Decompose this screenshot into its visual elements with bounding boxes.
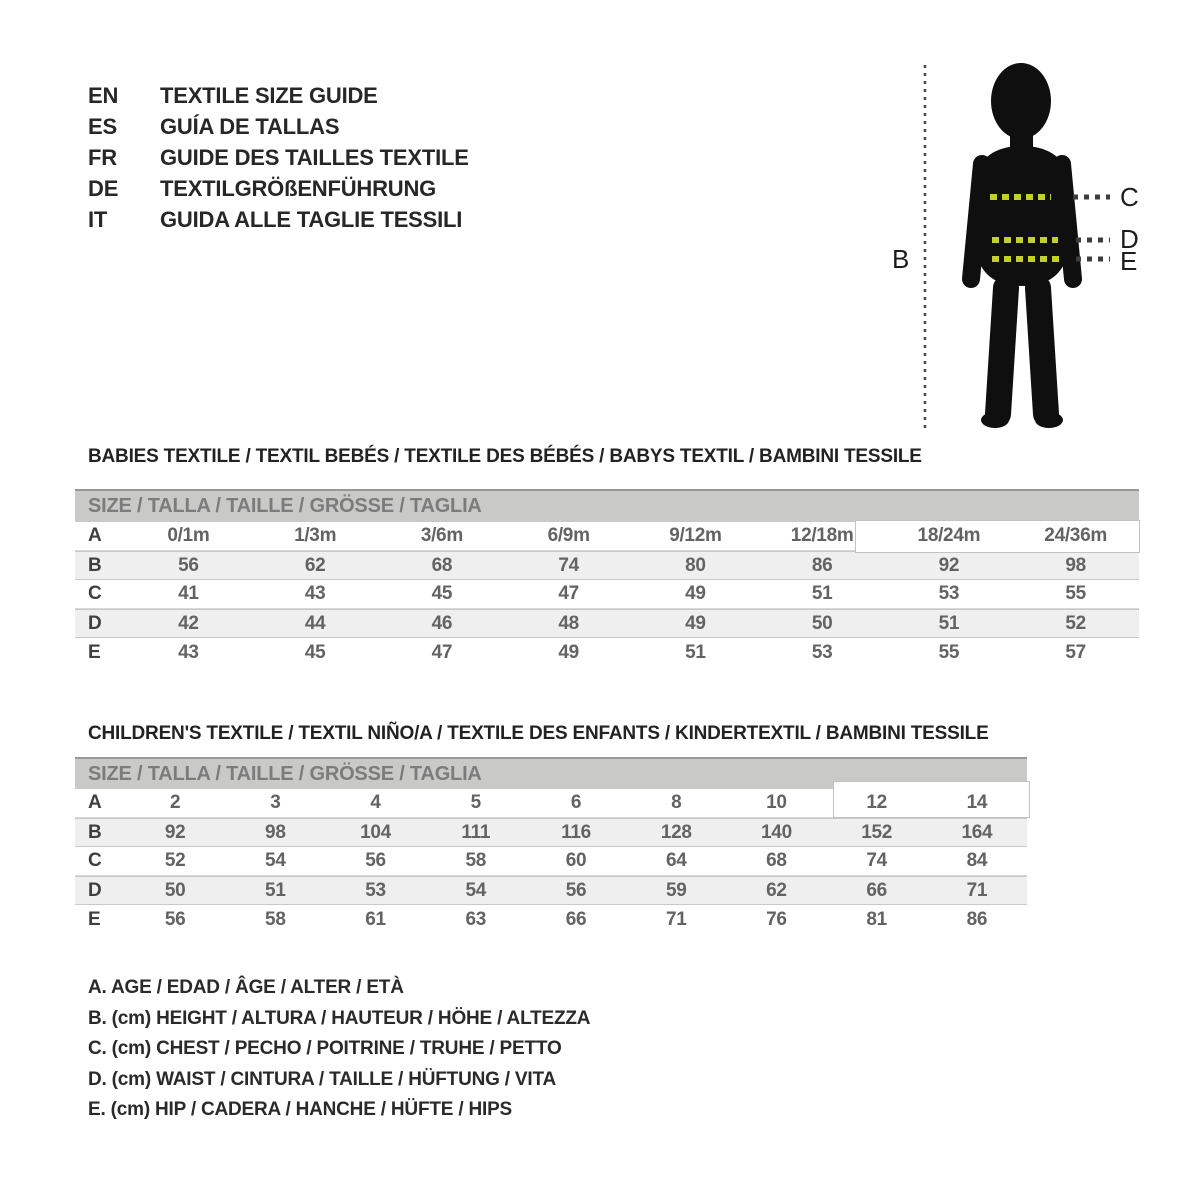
cell: 63	[465, 908, 487, 930]
children-section-heading: CHILDREN'S TEXTILE / TEXTIL NIÑO/A / TEXTILE DES ENFANTS / KINDERTEXTIL / BAMBINI TESSILE	[88, 723, 989, 744]
language-code: FR	[88, 144, 117, 170]
left-leg	[998, 288, 1006, 414]
cell: 64	[665, 850, 687, 871]
cell: 51	[938, 612, 960, 634]
child-silhouette-figure	[870, 48, 1170, 448]
cell: 116	[561, 821, 591, 843]
cell: 56	[365, 850, 386, 871]
row-label: A	[88, 525, 102, 546]
babies-row-B	[75, 551, 1139, 580]
cell: 140	[761, 821, 792, 843]
height-label: B	[892, 244, 910, 274]
cell: 54	[265, 850, 286, 871]
cell: 14	[966, 792, 988, 813]
cell: 66	[866, 879, 887, 901]
cell: 53	[365, 879, 386, 901]
cell: 6	[570, 792, 582, 813]
babies-row-C	[75, 580, 1139, 609]
row-label: C	[88, 583, 102, 604]
language-row	[88, 173, 469, 204]
cell: 68	[766, 850, 787, 871]
cell: 128	[660, 821, 692, 843]
cell: 54	[465, 879, 487, 901]
cell: 56	[178, 554, 199, 576]
cell: 58	[465, 850, 487, 871]
cell: 86	[966, 908, 988, 930]
cell: 44	[304, 612, 326, 634]
language-title: TEXTILGRÖßENFÜHRUNG	[160, 175, 437, 201]
cell: 1/3m	[294, 525, 337, 546]
child-silhouette	[971, 63, 1073, 428]
chest-label: C	[1120, 182, 1139, 212]
cell: 62	[304, 554, 326, 576]
hip-label: E	[1120, 246, 1138, 276]
right-arm	[1062, 164, 1073, 279]
language-code: IT	[88, 206, 108, 232]
row-label: C	[88, 850, 102, 871]
babies-row-D	[75, 609, 1139, 638]
cell: 5	[470, 792, 481, 813]
row-label: B	[88, 554, 102, 576]
language-row	[88, 142, 469, 173]
babies-row-A	[75, 522, 1139, 551]
cell: 24/36m	[1044, 525, 1107, 546]
cell: 50	[811, 612, 833, 634]
cell: 4	[370, 792, 381, 813]
language-row	[88, 204, 469, 235]
left-arm	[971, 164, 982, 279]
language-title: TEXTILE SIZE GUIDE	[160, 82, 378, 108]
language-row	[88, 80, 469, 111]
cell: 51	[265, 879, 286, 901]
language-code: DE	[88, 175, 119, 201]
cell: 50	[164, 879, 186, 901]
language-title: GUIDE DES TAILLES TEXTILE	[160, 144, 469, 170]
cell: 53	[938, 583, 960, 604]
right-foot	[1035, 412, 1063, 428]
cell: 66	[565, 908, 587, 930]
cell: 48	[558, 612, 579, 634]
children-row-E	[75, 905, 1027, 934]
legend-line: C. (cm) CHEST / PECHO / POITRINE / TRUHE / PETTO	[88, 1038, 562, 1060]
language-code: EN	[88, 82, 119, 108]
cell: 47	[558, 583, 579, 604]
cell: 6/9m	[547, 525, 590, 546]
cell: 53	[811, 641, 833, 663]
language-code: ES	[88, 113, 117, 139]
cell: 80	[685, 554, 706, 576]
row-label: E	[88, 641, 101, 663]
babies-row-E	[75, 638, 1139, 667]
cell: 55	[938, 641, 960, 663]
cell: 84	[966, 850, 988, 871]
cell: 49	[685, 612, 706, 634]
cell: 74	[866, 850, 887, 871]
cell: 3	[270, 792, 281, 813]
cell: 41	[178, 583, 199, 604]
cell: 57	[1065, 641, 1086, 663]
cell: 98	[265, 821, 286, 843]
children-size-header: SIZE / TALLA / TAILLE / GRÖSSE / TAGLIA	[75, 757, 1027, 789]
cell: 71	[966, 879, 988, 901]
cell: 52	[164, 850, 186, 871]
cell: 10	[766, 792, 787, 813]
cell: 45	[431, 583, 453, 604]
row-label: A	[88, 792, 102, 813]
cell: 71	[665, 908, 687, 930]
cell: 46	[431, 612, 453, 634]
cell: 164	[961, 821, 993, 843]
cell: 12/18m	[790, 525, 854, 546]
row-label: B	[88, 821, 102, 843]
cell: 58	[265, 908, 286, 930]
cell: 49	[685, 583, 706, 604]
legend-line: D. (cm) WAIST / CINTURA / TAILLE / HÜFTUNG / VITA	[88, 1068, 556, 1090]
cell: 45	[304, 641, 326, 663]
waist-label: D	[1120, 224, 1139, 254]
babies-section-heading: BABIES TEXTILE / TEXTIL BEBÉS / TEXTILE DES BÉBÉS / BABYS TEXTIL / BAMBINI TESSILE	[88, 446, 922, 467]
cell: 56	[164, 908, 186, 930]
cell: 56	[565, 879, 587, 901]
legend-line: E. (cm) HIP / CADERA / HANCHE / HÜFTE / HIPS	[88, 1099, 513, 1121]
babies-size-table	[75, 489, 1139, 667]
cell: 68	[431, 554, 453, 576]
left-foot	[981, 412, 1009, 428]
child-silhouette-svg	[870, 48, 1170, 448]
cell: 42	[178, 612, 199, 634]
cell: 43	[304, 583, 326, 604]
cell: 52	[1065, 612, 1086, 634]
language-row	[88, 111, 469, 142]
children-row-B	[75, 818, 1027, 847]
cell: 152	[861, 821, 893, 843]
children-row-D	[75, 876, 1027, 905]
babies-size-header: SIZE / TALLA / TAILLE / GRÖSSE / TAGLIA	[75, 489, 1139, 522]
cell: 76	[766, 908, 787, 930]
legend-line: A. AGE / EDAD / ÂGE / ALTER / ETÀ	[88, 977, 404, 999]
cell: 92	[164, 821, 186, 843]
children-row-C	[75, 847, 1027, 876]
cell: 47	[431, 641, 453, 663]
cell: 60	[565, 850, 587, 871]
cell: 104	[360, 821, 391, 843]
cell: 8	[671, 792, 682, 813]
cell: 18/24m	[917, 525, 981, 546]
cell: 55	[1065, 583, 1086, 604]
cell: 9/12m	[669, 525, 722, 546]
cell: 98	[1065, 554, 1086, 576]
cell: 111	[461, 821, 491, 843]
cell: 43	[178, 641, 199, 663]
cell: 59	[665, 879, 687, 901]
cell: 62	[766, 879, 787, 901]
language-title: GUÍA DE TALLAS	[160, 113, 340, 139]
cell: 81	[866, 908, 887, 930]
row-label: E	[88, 908, 101, 930]
cell: 0/1m	[167, 525, 210, 546]
children-row-A	[75, 789, 1027, 818]
cell: 61	[365, 908, 386, 930]
cell: 3/6m	[420, 525, 463, 546]
right-leg	[1038, 288, 1046, 414]
language-title: GUIDA ALLE TAGLIE TESSILI	[160, 206, 463, 232]
cell: 2	[169, 792, 181, 813]
cell: 49	[558, 641, 579, 663]
row-label: D	[88, 879, 102, 901]
cell: 51	[811, 583, 833, 604]
cell: 74	[558, 554, 579, 576]
row-label: D	[88, 612, 102, 634]
cell: 92	[938, 554, 960, 576]
cell: 86	[811, 554, 833, 576]
legend-line: B. (cm) HEIGHT / ALTURA / HAUTEUR / HÖHE / ALTEZZA	[88, 1007, 591, 1029]
measure-legend	[88, 973, 590, 1126]
language-title-list	[88, 80, 469, 235]
cell: 12	[866, 792, 887, 813]
cell: 51	[685, 641, 706, 663]
